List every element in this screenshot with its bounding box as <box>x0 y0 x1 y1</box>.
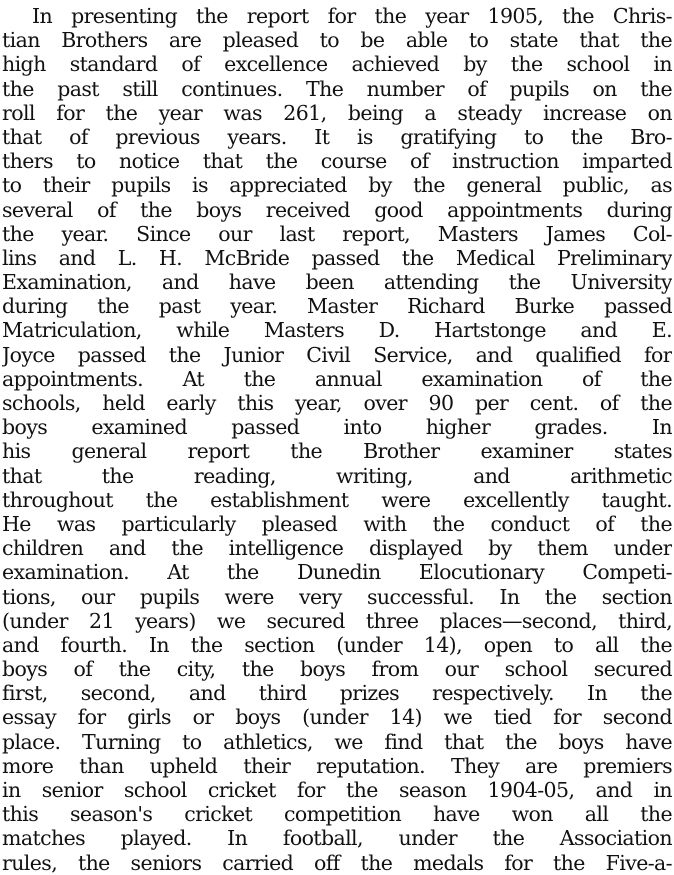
text-line: several of the boys received good appointments during <box>2 197 672 222</box>
text-line: the year. Since our last report, Masters James Col- <box>2 221 672 246</box>
text-line: and fourth. In the section (under 14), open to all the <box>2 632 672 657</box>
text-line: Examination, and have been attending the University <box>2 270 672 295</box>
text-line: that the reading, writing, and arithmetic <box>2 463 672 488</box>
text-line: place. Turning to athletics, we find that the boys have <box>2 729 672 754</box>
text-line: appointments. At the annual examination of the <box>2 366 672 391</box>
text-line: during the past year. Master Richard Burke passed <box>2 294 672 319</box>
text-line: children and the intelligence displayed by them under <box>2 536 672 561</box>
text-line: Matriculation, while Masters D. Hartstonge and E. <box>2 318 672 343</box>
text-line: (under 21 years) we secured three places—second, third, <box>2 608 672 633</box>
text-line: first, second, and third prizes respectively. In the <box>2 681 672 706</box>
text-line: essay for girls or boys (under 14) we tied for second <box>2 705 672 730</box>
text-line: tions, our pupils were very successful. In the section <box>2 584 672 609</box>
text-line: the past still continues. The number of pupils on the <box>2 76 672 101</box>
text-line: tian Brothers are pleased to be able to state that the <box>2 28 672 53</box>
text-line: rules, the seniors carried off the medals for the Five-a- <box>2 850 672 875</box>
text-line: In presenting the report for the year 1905, the Chris- <box>32 4 672 28</box>
text-line: to their pupils is appreciated by the general public, as <box>2 173 672 198</box>
text-line: his general report the Brother examiner states <box>2 439 672 464</box>
text-line: lins and L. H. McBride passed the Medical Preliminary <box>2 245 672 270</box>
text-line: examination. At the Dunedin Elocutionary Competi- <box>2 560 672 585</box>
text-line: He was particularly pleased with the conduct of the <box>2 511 672 536</box>
text-line: thers to notice that the course of instruction imparted <box>2 149 672 174</box>
text-line: boys examined passed into higher grades. In <box>2 415 672 440</box>
text-line: more than upheld their reputation. They are premiers <box>2 753 672 778</box>
text-line: schools, held early this year, over 90 per cent. of the <box>2 391 672 415</box>
text-line: in senior school cricket for the season 1904-05, and in <box>2 778 672 802</box>
text-line: boys of the city, the boys from our school secured <box>2 657 672 682</box>
text-line: matches played. In football, under the Association <box>2 826 672 851</box>
text-line: that of previous years. It is gratifying to the Bro- <box>2 124 672 149</box>
text-line: Joyce passed the Junior Civil Service, and qualified for <box>2 342 672 367</box>
text-line: throughout the establishment were excellently taught. <box>2 487 672 512</box>
text-line: this season's cricket competition have won all the <box>2 802 672 827</box>
text-line: high standard of excellence achieved by the school in <box>2 52 672 77</box>
text-line: roll for the year was 261, being a steady increase on <box>2 100 672 125</box>
